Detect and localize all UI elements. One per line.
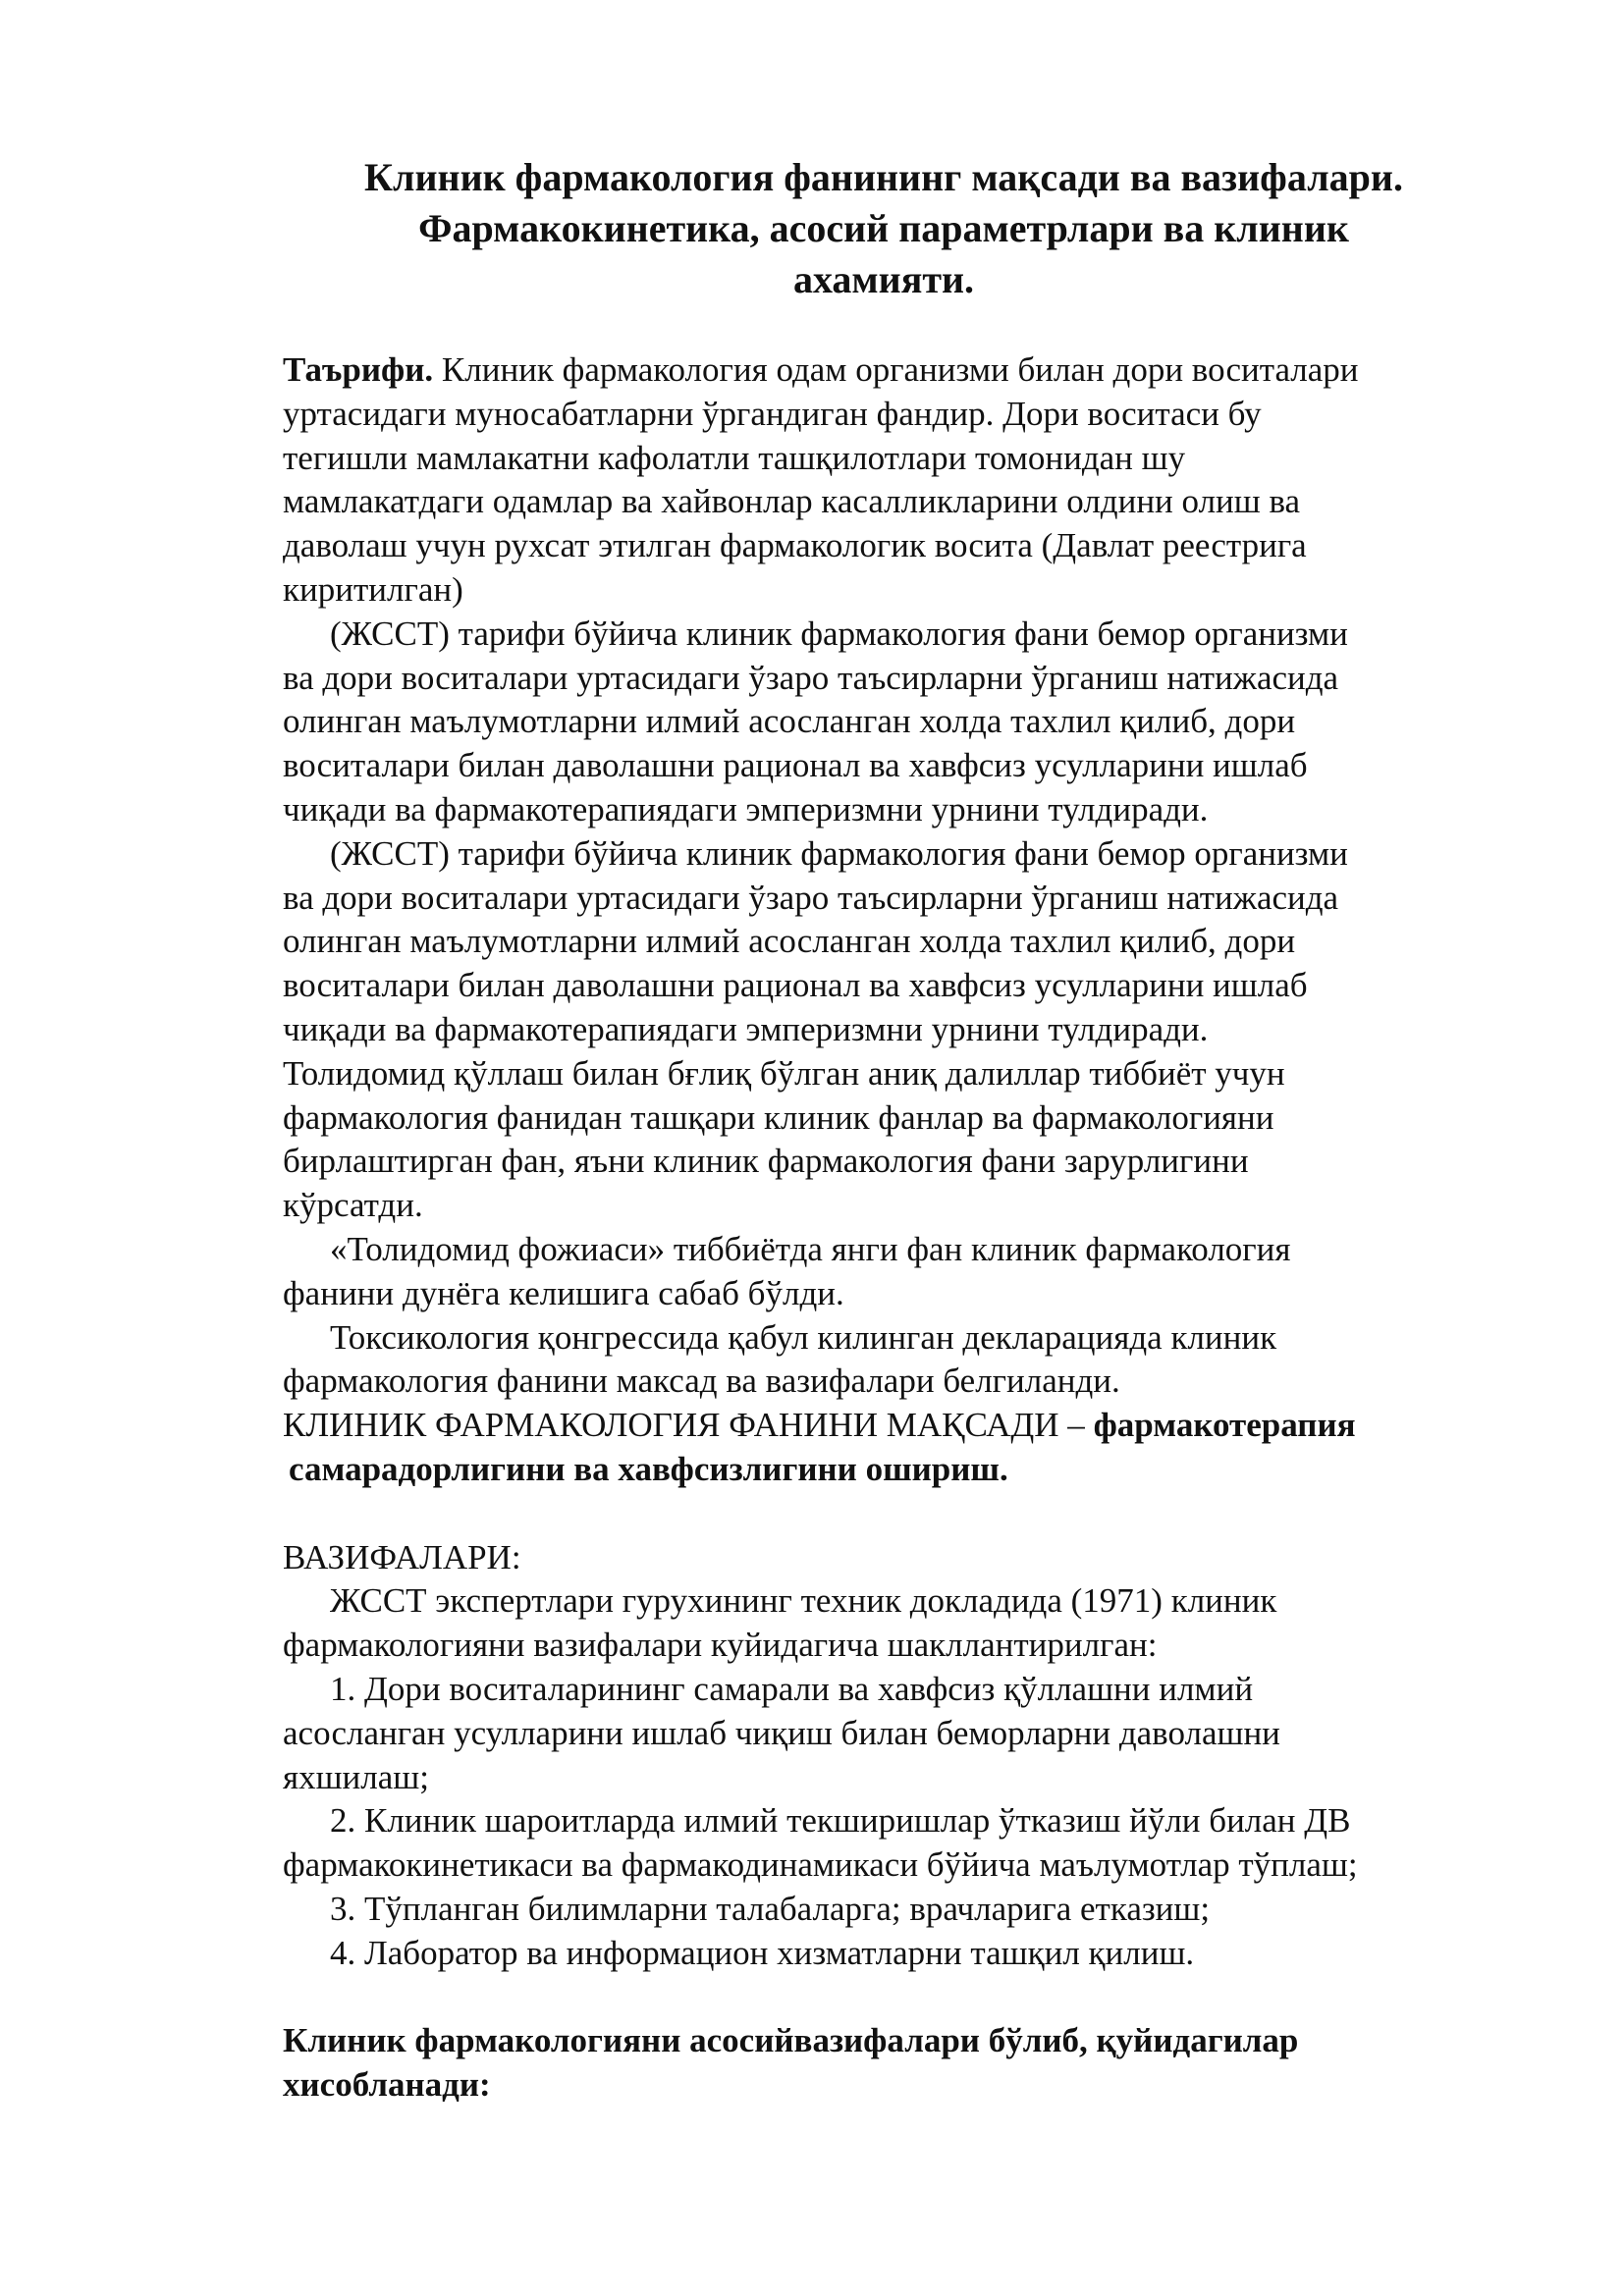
congress-paragraph bbox=[283, 1316, 1520, 1405]
paragraph-line: чиқади ва фармакотерапиядаги эмперизмни урнини тулдиради. bbox=[283, 1009, 1209, 1048]
definition-line: мамлакатдаги одамлар ва хайвонлар касалликларини олдини олиш ва bbox=[283, 482, 1301, 521]
paragraph-line: бирлаштирган фан, яъни клиник фармакология фани зарурлигини bbox=[283, 1142, 1249, 1181]
paragraph-line: (ЖССТ) тарифи бўйича клиник фармакология фани бемор организми bbox=[330, 833, 1348, 873]
task-item-2-line: 2. Клиник шароитларда илмий текширишлар ўтказиш йўли билан ДВ bbox=[330, 1801, 1351, 1841]
paragraph-line: воситалари билан даволашни рационал ва хавфсиз усулларини ишлаб bbox=[283, 966, 1308, 1005]
tasks-intro-line: фармакологияни вазифалари куйидагича шакллантирилган: bbox=[283, 1626, 1158, 1665]
purpose-bold-second: самарадорлигини ва хавфсизлигини ошириш. bbox=[289, 1449, 1008, 1488]
definition-label: Таърифи. bbox=[283, 350, 434, 389]
definition-first-text: Клиник фармакология одам организми билан дори воситалари bbox=[433, 350, 1359, 389]
paragraph-line: олинган маълумотларни илмий асосланган холда тахлил қилиб, дори bbox=[283, 922, 1296, 961]
definition-line: уртасидаги муносабатларни ўргандиган фандир. Дори воситаси бу bbox=[283, 394, 1262, 433]
tragedy-paragraph bbox=[283, 1228, 1520, 1316]
purpose-bold-first: фармакотерапия bbox=[1093, 1406, 1356, 1445]
title-line-1: Клиник фармакология фанининг мақсади ва вазифалари. bbox=[364, 155, 1403, 199]
purpose-label: КЛИНИК ФАРМАКОЛОГИЯ ФАНИНИ МАҚСАДИ – bbox=[283, 1406, 1094, 1445]
tasks-heading: ВАЗИФАЛАРИ: bbox=[283, 1537, 521, 1576]
paragraph-line: фанини дунёга келишига сабаб бўлди. bbox=[283, 1273, 844, 1312]
main-tasks-heading bbox=[283, 2019, 1520, 2108]
definition-line: даволаш учун рухсат этилган фармакологик восита (Давлат реестрига bbox=[283, 526, 1307, 565]
tasks-section bbox=[283, 1536, 1520, 1976]
definition-line: тегишли мамлакатни кафолатли ташқилотлари томонидан шу bbox=[283, 438, 1186, 477]
title-line-2: Фармакокинетика, асосий параметрлари ва клиник bbox=[418, 206, 1349, 250]
purpose-paragraph bbox=[283, 1404, 1520, 1492]
document-body bbox=[283, 348, 1520, 2108]
tasks-intro-line: ЖССТ экспертлари гурухининг техник докладида (1971) клиник bbox=[330, 1581, 1277, 1621]
task-item-4: 4. Лаборатор ва информацион хизматларни ташқил қилиш. bbox=[330, 1933, 1195, 1972]
task-item-2-line: фармакокинетикаси ва фармакодинамикаси бўйича маълумотлар тўплаш; bbox=[283, 1845, 1358, 1885]
task-item-1-line: 1. Дори воситаларининг самарали ва хавфсиз қўллашни илмий bbox=[330, 1669, 1254, 1708]
paragraph-line: Токсикология қонгрессида қабул килинган декларацияда клиник bbox=[330, 1317, 1277, 1357]
paragraph-line: (ЖССТ) тарифи бўйича клиник фармакология фани бемор организми bbox=[330, 614, 1348, 653]
paragraph-line: Толидомид қўллаш билан бғлиқ бўлган аниқ далиллар тиббиёт учун bbox=[283, 1053, 1285, 1093]
main-tasks-line-2: хисобланади: bbox=[283, 2065, 491, 2105]
title-line-3: ахамияти. bbox=[792, 257, 975, 301]
task-item-3: 3. Тўпланган билимларни талабаларга; врачларига етказиш; bbox=[330, 1889, 1211, 1928]
paragraph-line: чиқади ва фармакотерапиядаги эмперизмни урнини тулдиради. bbox=[283, 789, 1209, 828]
paragraph-line: ва дори воситалари уртасидаги ўзаро таъсирларни ўрганиш натижасида bbox=[283, 878, 1339, 917]
spacer bbox=[283, 1492, 1520, 1536]
page-title bbox=[265, 152, 1502, 305]
paragraph-line: воситалари билан даволашни рационал ва хавфсиз усулларини ишлаб bbox=[283, 746, 1308, 785]
task-item-1-line: асосланган усулларини ишлаб чиқиш билан беморларни даволашни bbox=[283, 1713, 1280, 1752]
paragraph-line: ва дори воситалари уртасидаги ўзаро таъсирларни ўрганиш натижасида bbox=[283, 658, 1339, 697]
definition-line: киритилган) bbox=[283, 569, 463, 609]
task-item-1-line: яхшилаш; bbox=[283, 1757, 429, 1796]
paragraph-line: «Толидомид фожиаси» тиббиётда янги фан клиник фармакология bbox=[330, 1229, 1291, 1268]
paragraph-line: фармакология фанидан ташқари клиник фанлар ва фармакологияни bbox=[283, 1097, 1274, 1137]
main-tasks-line-1: Клиник фармакологияни асосийвазифалари бўлиб, қуйидагилар bbox=[283, 2021, 1299, 2060]
who-paragraph-1 bbox=[283, 613, 1520, 832]
paragraph-line: фармакология фанини максад ва вазифалари белгиланди. bbox=[283, 1362, 1120, 1401]
purpose-first-line bbox=[283, 1404, 1520, 1448]
spacer bbox=[283, 1975, 1520, 2019]
definition-first-line bbox=[283, 348, 1520, 393]
definition-paragraph bbox=[283, 348, 1520, 613]
paragraph-line: кўрсатди. bbox=[283, 1186, 423, 1225]
who-paragraph-2 bbox=[283, 832, 1520, 1052]
paragraph-line: олинган маълумотларни илмий асосланган холда тахлил қилиб, дори bbox=[283, 702, 1296, 741]
thalidomide-paragraph bbox=[283, 1052, 1520, 1228]
